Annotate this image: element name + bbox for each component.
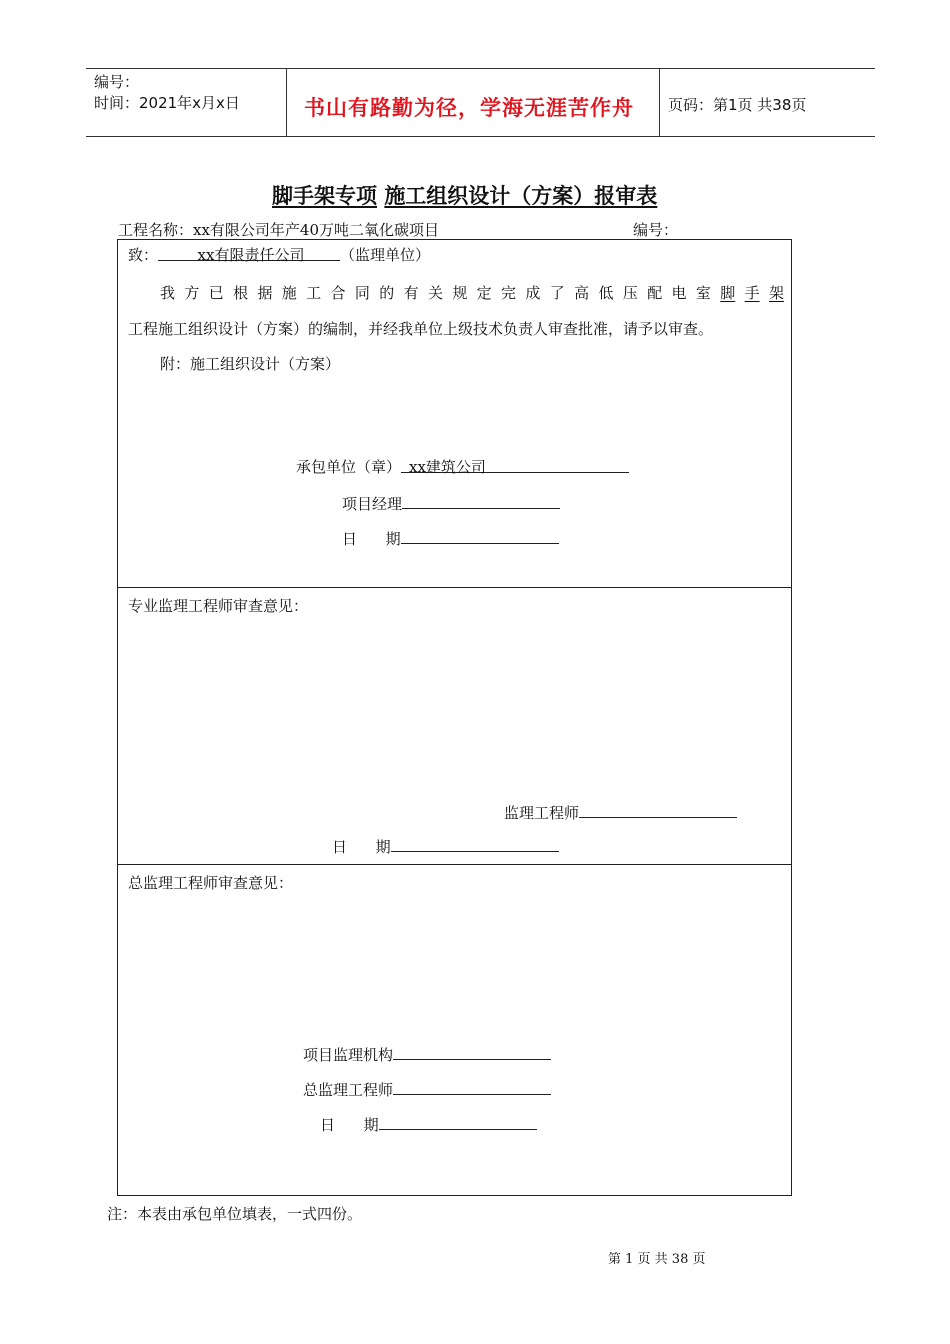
addressee-field[interactable]: xx有限责任公司 bbox=[158, 244, 340, 261]
paragraph-char: 有 bbox=[403, 284, 419, 302]
title-main: 施工组织设计（方案）报审表 bbox=[384, 183, 658, 208]
header-time: 时间：2021年x月x日 bbox=[94, 94, 240, 112]
paragraph-char: 的 bbox=[379, 284, 395, 302]
project-name: 工程名称：xx有限公司年产40万吨二氧化碳项目 bbox=[118, 221, 440, 239]
paragraph-char: 关 bbox=[427, 284, 443, 302]
engineer-signature-field[interactable] bbox=[579, 801, 737, 818]
paragraph-char: 高 bbox=[574, 284, 590, 302]
paragraph-char: 根 bbox=[233, 284, 249, 302]
paragraph-char: 成 bbox=[525, 284, 541, 302]
section-divider-1 bbox=[117, 587, 792, 588]
form-note: 注：本表由承包单位填表，一式四份。 bbox=[107, 1205, 363, 1223]
paragraph-char: 压 bbox=[622, 284, 638, 302]
paragraph-char: 规 bbox=[452, 284, 468, 302]
manager-signature-field[interactable] bbox=[402, 492, 560, 509]
request-paragraph-line2: 工程施工组织设计（方案）的编制，并经我单位上级技术负责人审查批准，请予以审查。 bbox=[128, 320, 714, 338]
paragraph-char: 工 bbox=[306, 284, 322, 302]
attachment-note: 附：施工组织设计（方案） bbox=[160, 355, 341, 373]
header-divider-right bbox=[659, 68, 660, 136]
addressee-label: 致： bbox=[128, 246, 159, 264]
header-motto: 书山有路勤为径，学海无涯苦作舟 bbox=[304, 95, 634, 120]
paragraph-char: 手 bbox=[744, 284, 760, 302]
paragraph-char: 同 bbox=[354, 284, 370, 302]
engineer-review-heading: 专业监理工程师审查意见： bbox=[128, 597, 309, 615]
paragraph-char: 了 bbox=[549, 284, 565, 302]
chief-review-heading: 总监理工程师审查意见： bbox=[128, 874, 294, 892]
section-divider-2 bbox=[117, 864, 792, 865]
supervision-org-field[interactable] bbox=[393, 1043, 551, 1060]
engineer-date-label: 日 期 bbox=[332, 838, 391, 856]
chief-date-label: 日 期 bbox=[320, 1116, 379, 1134]
engineer-date-field[interactable] bbox=[391, 835, 559, 852]
paragraph-char: 电 bbox=[671, 284, 687, 302]
supervision-org-label: 项目监理机构 bbox=[303, 1046, 394, 1064]
chief-engineer-line bbox=[303, 1078, 551, 1100]
page-title bbox=[272, 180, 657, 210]
paragraph-char: 完 bbox=[501, 284, 517, 302]
paragraph-char: 脚 bbox=[720, 284, 736, 302]
manager-label: 项目经理 bbox=[342, 495, 403, 513]
chief-engineer-field[interactable] bbox=[393, 1078, 551, 1095]
paragraph-char: 据 bbox=[257, 284, 273, 302]
contractor-date-field[interactable] bbox=[401, 527, 559, 544]
paragraph-char: 施 bbox=[281, 284, 297, 302]
header-serial: 编号： bbox=[94, 73, 140, 91]
engineer-line bbox=[504, 801, 737, 823]
addressee-suffix: （监理单位） bbox=[340, 246, 431, 264]
engineer-label: 监理工程师 bbox=[504, 804, 580, 822]
page-footer: 第 1 页 共 38 页 bbox=[608, 1252, 706, 1267]
chief-date-line bbox=[320, 1113, 537, 1135]
paragraph-char: 低 bbox=[598, 284, 614, 302]
header-bottom-rule bbox=[86, 136, 875, 137]
paragraph-char: 定 bbox=[476, 284, 492, 302]
contractor-line bbox=[296, 456, 629, 477]
supervision-org-line bbox=[303, 1043, 551, 1065]
paragraph-char: 架 bbox=[768, 284, 784, 302]
manager-line bbox=[342, 492, 560, 514]
contractor-date-line bbox=[342, 527, 559, 549]
header-page-number: 页码：第1页 共38页 bbox=[668, 96, 807, 114]
title-subject: 脚手架专项 bbox=[272, 183, 377, 208]
chief-engineer-label: 总监理工程师 bbox=[303, 1081, 394, 1099]
engineer-date-line bbox=[332, 835, 559, 857]
request-paragraph-line1 bbox=[160, 282, 784, 303]
contractor-date-label: 日 期 bbox=[342, 530, 401, 548]
contractor-label: 承包单位（章） bbox=[296, 458, 402, 476]
paragraph-char: 方 bbox=[184, 284, 200, 302]
paragraph-char: 已 bbox=[208, 284, 224, 302]
paragraph-char: 合 bbox=[330, 284, 346, 302]
paragraph-char: 我 bbox=[160, 284, 176, 302]
header-divider-left bbox=[286, 68, 287, 136]
paragraph-char: 室 bbox=[695, 284, 711, 302]
chief-date-field[interactable] bbox=[379, 1113, 537, 1130]
paragraph-char: 配 bbox=[647, 284, 663, 302]
contractor-field[interactable]: xx建筑公司 bbox=[401, 456, 629, 473]
header-top-rule bbox=[86, 68, 875, 69]
project-number: 编号： bbox=[633, 221, 679, 239]
addressee-line bbox=[128, 244, 430, 265]
